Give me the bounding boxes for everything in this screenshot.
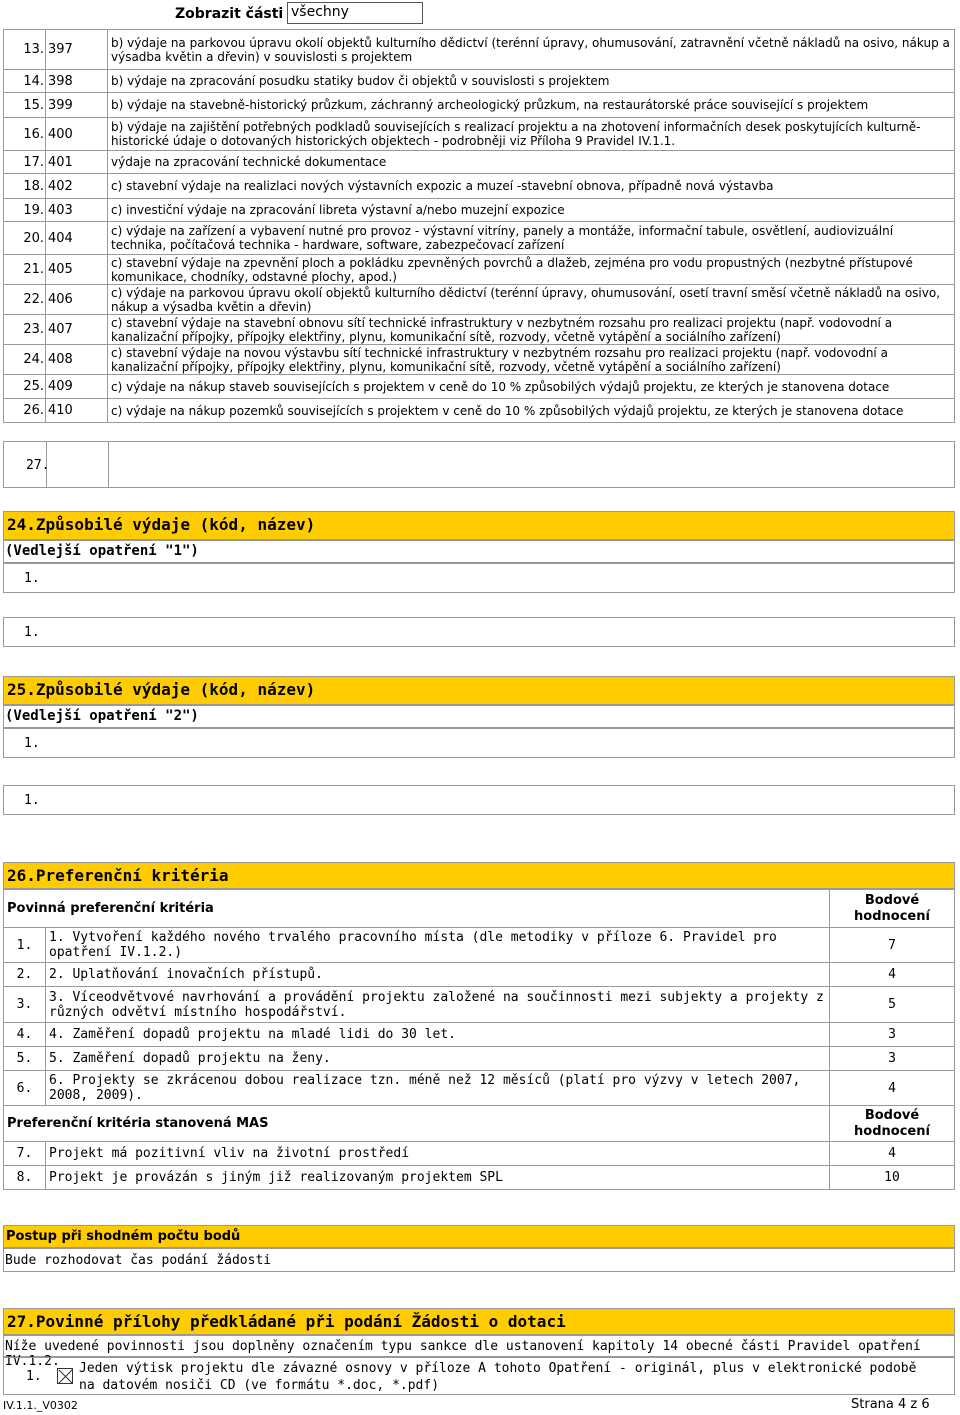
mas-score-header: Bodové hodnocení (830, 1106, 955, 1142)
section-27-intro: Níže uvedené povinnosti jsou doplněny označením typu sankce dle ustanovení kapitoly 14 obecné části Pravidel opatření IV.1.2. (5, 1339, 921, 1369)
criterion-score: 3 (830, 1047, 955, 1071)
cost-row (4, 222, 955, 255)
cost-row-number: 26. (4, 399, 46, 423)
cost-row-number: 20. (4, 222, 46, 255)
cost-row-number: 17. (4, 151, 46, 174)
criterion-number: 3. (4, 987, 46, 1023)
criterion-text: Projekt má pozitivní vliv na životní prostředí (46, 1142, 830, 1166)
section-27-intro-row (3, 1335, 955, 1369)
section-25-item-1: 1. (24, 736, 40, 751)
score-header: Bodové hodnocení (830, 890, 955, 928)
section-25-header (3, 676, 955, 705)
row-27-num: 27. (26, 458, 50, 473)
criterion-text: 4. Zaměření dopadů projektu na mladé lidi do 30 let. (46, 1023, 830, 1047)
criterion-row (4, 963, 955, 987)
cost-row (4, 399, 955, 423)
criterion-text: Projekt je provázán s jiným již realizovaným projektem SPL (46, 1166, 830, 1190)
cost-row-number: 14. (4, 70, 46, 93)
cost-row-description: c) výdaje na zařízení a vybavení nutné pro provoz - výstavní vitríny, panely a montáže, informační tabule, osvětlení, audiovizuální technika, počítačová technika - hardware, software, zabezpečovací zařízení (108, 222, 955, 255)
filter-label: Zobrazit části (175, 6, 284, 22)
criterion-number: 4. (4, 1023, 46, 1047)
cost-row-code: 399 (46, 93, 108, 118)
cost-row-number: 16. (4, 118, 46, 151)
criterion-row (4, 1142, 955, 1166)
cost-row-description: c) výdaje na parkovou úpravu okolí objektů kulturního dědictví (terénní úpravy, ohumusování, osetí travní směsí včetně nákladů na osivo, nákup a výsadba květin a dřevin) (108, 285, 955, 315)
cost-row-number: 13. (4, 30, 46, 70)
cost-row-number: 15. (4, 93, 46, 118)
cost-row-description: c) stavební výdaje na realizlaci nových výstavních expozic a muzeí -stavební obnova, případně nová výstavba (108, 174, 955, 199)
tie-text-row (3, 1248, 955, 1272)
cost-row (4, 93, 955, 118)
criterion-text: 6. Projekty se zkrácenou dobou realizace tzn. méně než 12 měsíců (platí pro výzvy v letech 2007, 2008, 2009). (46, 1071, 830, 1106)
cost-row-description: c) stavební výdaje na novou výstavbu sítí technické infrastruktury v nezbytném rozsahu pro realizaci projektu (např. vodovodní a kanalizační přípojky, přípojky elektřiny, plynu, komunikační sítě, rozvody, včetně vytápění a sociálního zařízení) (108, 345, 955, 375)
cost-row-code: 406 (46, 285, 108, 315)
criterion-text: 2. Uplatňování inovačních přístupů. (46, 963, 830, 987)
criterion-number: 5. (4, 1047, 46, 1071)
filter-select[interactable]: všechny (287, 2, 423, 24)
mandatory-criteria-header: Povinná preferenční kritéria (4, 890, 830, 928)
cost-row (4, 174, 955, 199)
criterion-row (4, 1166, 955, 1190)
criterion-score: 4 (830, 1071, 955, 1106)
cost-row-code: 408 (46, 345, 108, 375)
cost-row-code: 403 (46, 199, 108, 222)
cost-row-code: 405 (46, 255, 108, 285)
cost-row-description: c) stavební výdaje na stavební obnovu sítí technické infrastruktury v nezbytném rozsahu pro realizaci projektu (např. vodovodní a kanalizační přípojky, přípojky elektřiny, plynu, komunikační sítě, rozvody, včetně vytápění a sociálního zařízení) (108, 315, 955, 345)
cost-row-number: 18. (4, 174, 46, 199)
section-24-item-row (3, 563, 955, 593)
tie-text: Bude rozhodovat čas podání žádosti (5, 1253, 272, 1268)
criterion-text: 5. Zaměření dopadů projektu na ženy. (46, 1047, 830, 1071)
cost-row (4, 30, 955, 70)
section-24-header (3, 511, 955, 540)
mandatory-criteria-table (3, 889, 955, 1106)
cost-row (4, 118, 955, 151)
section-25-subtitle: (Vedlejší opatření "2") (5, 708, 199, 724)
criterion-score: 10 (830, 1166, 955, 1190)
cost-row-code: 407 (46, 315, 108, 345)
section-26-header (3, 862, 955, 889)
cost-row-description: c) výdaje na nákup pozemků souvisejících s projektem v ceně do 10 % způsobilých výdajů projektu, ze kterých je stanovena dotace (108, 399, 955, 423)
attachment-row (3, 1357, 955, 1395)
cost-row (4, 70, 955, 93)
cost-row-number: 25. (4, 375, 46, 399)
criterion-row (4, 1023, 955, 1047)
footer-code: IV.1.1._V0302 (3, 1399, 78, 1412)
attachment-checkbox-icon[interactable] (57, 1368, 73, 1384)
section-25-title: 25.Způsobilé výdaje (kód, název) (7, 680, 316, 699)
row-27 (3, 441, 955, 488)
criterion-number: 7. (4, 1142, 46, 1166)
cost-row-code: 401 (46, 151, 108, 174)
cost-row-number: 24. (4, 345, 46, 375)
section-24-item-1: 1. (24, 571, 40, 586)
criterion-text: 3. Víceodvětvové navrhování a provádění projektu založené na součinnosti mezi subjekty a projekty z různých odvětví místního hospodářství. (46, 987, 830, 1023)
tie-header: Postup při shodném počtu bodů (6, 1229, 241, 1244)
criterion-number: 6. (4, 1071, 46, 1106)
cost-row (4, 151, 955, 174)
page-number: Strana 4 z 6 (851, 1397, 930, 1412)
criterion-row (4, 1071, 955, 1106)
section-24-subtitle: (Vedlejší opatření "1") (5, 543, 199, 559)
cost-row-description: c) stavební výdaje na zpevnění ploch a pokládku zpevněných povrchů a dlažeb, zejména pro vodu propustných (nezbytné přístupové komunikace, chodníky, odstavné plochy, apod.) (108, 255, 955, 285)
cost-row (4, 255, 955, 285)
criterion-score: 3 (830, 1023, 955, 1047)
criterion-score: 4 (830, 963, 955, 987)
cost-row-description: c) investiční výdaje na zpracování libreta výstavní a/nebo muzejní expozice (108, 199, 955, 222)
cost-row-number: 23. (4, 315, 46, 345)
cost-row (4, 375, 955, 399)
criterion-score: 5 (830, 987, 955, 1023)
cost-row-description: b) výdaje na zajištění potřebných podkladů souvisejících s realizací projektu a na zhotovení informačních desek poskytujících kulturně-historické údaje o dotovaných historických objektech - podrobněji viz Příloha 9 Pravidel IV.1.1. (108, 118, 955, 151)
attachment-num: 1. (26, 1369, 42, 1384)
cost-row-description: b) výdaje na parkovou úpravu okolí objektů kulturního dědictví (terénní úpravy, ohumusování, zatravnění včetně nákladů na osivo, nákup a výsadba květin a dřevin) v souvislosti s projektem (108, 30, 955, 70)
section-26-title: 26.Preferenční kritéria (7, 866, 229, 885)
cost-row (4, 285, 955, 315)
cost-row-code: 402 (46, 174, 108, 199)
section-24-item-row-2 (3, 617, 955, 647)
cost-row-code: 400 (46, 118, 108, 151)
mas-criteria-table (3, 1105, 955, 1190)
criterion-row (4, 928, 955, 963)
section-25-subtitle-row (3, 705, 955, 728)
section-25-item-2: 1. (24, 793, 40, 808)
costs-table (3, 29, 955, 423)
criterion-number: 8. (4, 1166, 46, 1190)
section-24-title: 24.Způsobilé výdaje (kód, název) (7, 515, 316, 534)
cost-row-number: 21. (4, 255, 46, 285)
cost-row-description: b) výdaje na zpracování posudku statiky budov či objektů v souvislosti s projektem (108, 70, 955, 93)
cost-row-number: 19. (4, 199, 46, 222)
criterion-score: 7 (830, 928, 955, 963)
criterion-number: 2. (4, 963, 46, 987)
criterion-row (4, 987, 955, 1023)
criterion-score: 4 (830, 1142, 955, 1166)
tie-header-row (3, 1225, 955, 1248)
cost-row-description: c) výdaje na nákup staveb souvisejících s projektem v ceně do 10 % způsobilých výdajů projektu, ze kterých je stanovena dotace (108, 375, 955, 399)
cost-row (4, 199, 955, 222)
cost-row-number: 22. (4, 285, 46, 315)
cost-row-code: 398 (46, 70, 108, 93)
section-25-item-row-2 (3, 785, 955, 815)
section-27-header (3, 1308, 955, 1335)
mas-criteria-header: Preferenční kritéria stanovená MAS (4, 1106, 830, 1142)
cost-row (4, 345, 955, 375)
criterion-number: 1. (4, 928, 46, 963)
cost-row-description: výdaje na zpracování technické dokumentace (108, 151, 955, 174)
section-24-item-2: 1. (24, 625, 40, 640)
section-27-title: 27.Povinné přílohy předkládané při podání Žádosti o dotaci (7, 1312, 566, 1331)
attachment-text: Jeden výtisk projektu dle závazné osnovy v příloze A tohoto Opatření - originál, plus v elektronické podobě na datovém nosiči CD (ve formátu *.doc, *.pdf) (79, 1361, 917, 1393)
cost-row-description: b) výdaje na stavebně-historický průzkum, záchranný archeologický průzkum, na restaurátorské práce související s projektem (108, 93, 955, 118)
cost-row-code: 410 (46, 399, 108, 423)
cost-row (4, 315, 955, 345)
cost-row-code: 409 (46, 375, 108, 399)
section-25-item-row (3, 728, 955, 758)
criterion-text: 1. Vytvoření každého nového trvalého pracovního místa (dle metodiky v příloze 6. Pravidel pro opatření IV.1.2.) (46, 928, 830, 963)
cost-row-code: 397 (46, 30, 108, 70)
criterion-row (4, 1047, 955, 1071)
cost-row-code: 404 (46, 222, 108, 255)
section-24-subtitle-row (3, 540, 955, 563)
